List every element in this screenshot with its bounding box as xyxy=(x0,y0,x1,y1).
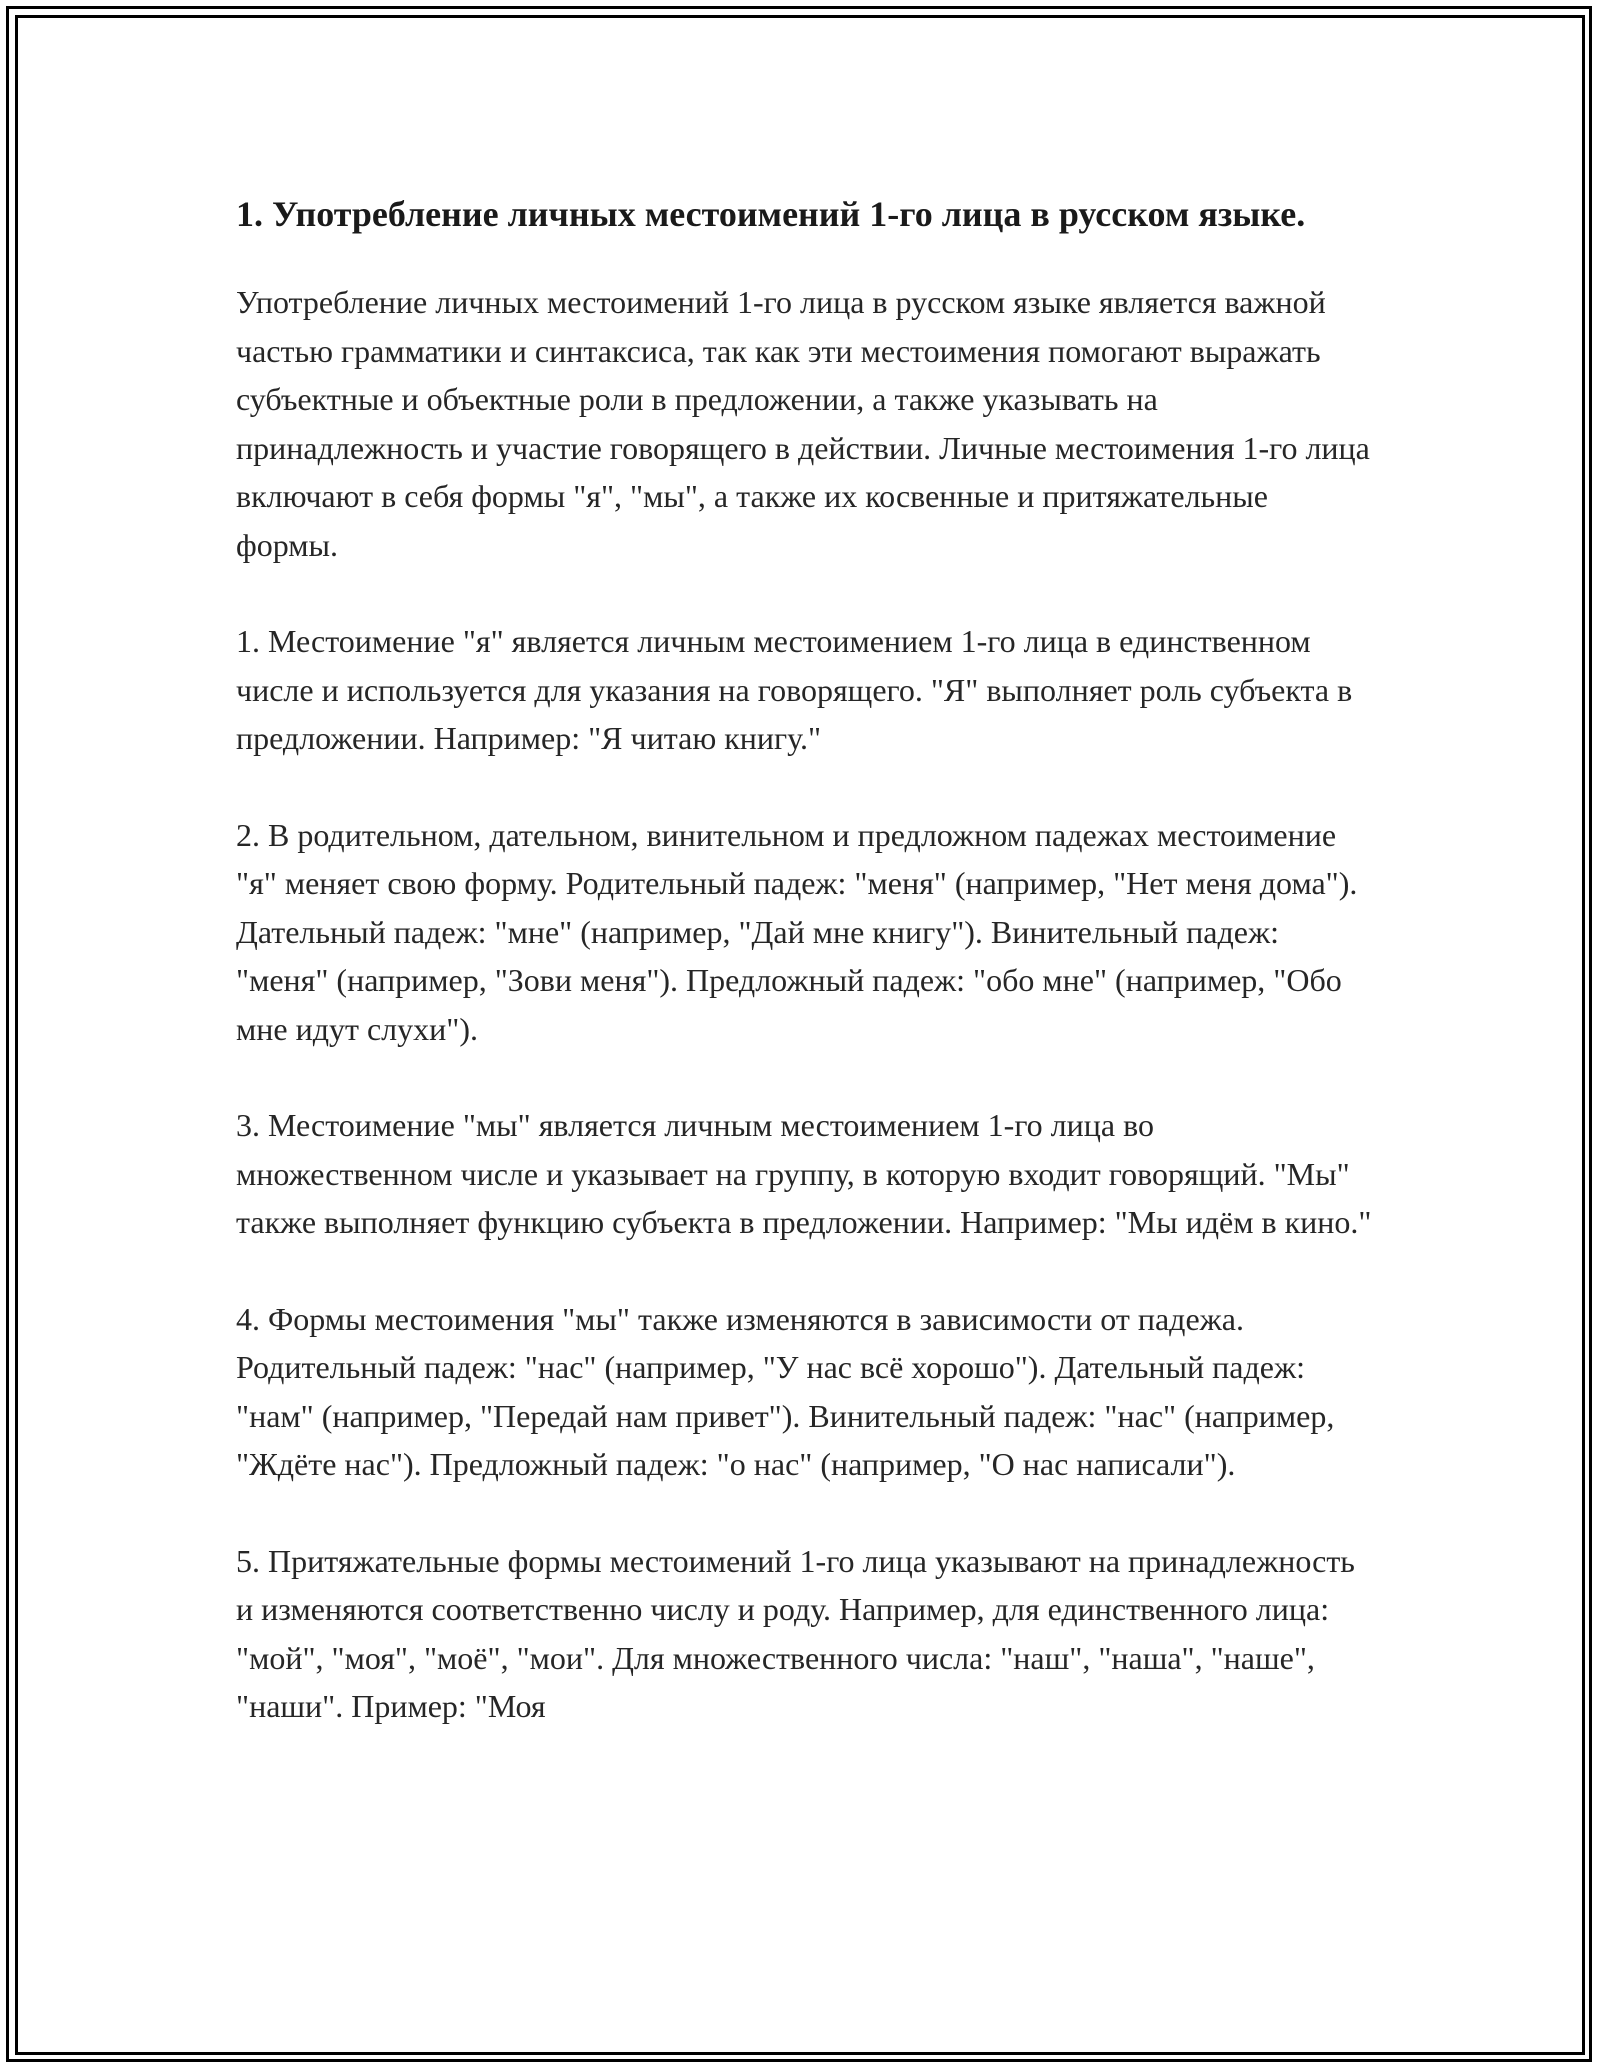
paragraph-item-2: 2. В родительном, дательном, винительном и предложном падежах местоимение "я" меняет свою форму. Родительный падеж: "меня" (например, "Нет меня дома"). Дательный падеж: "мне" (например, "Дай мне книгу"). Винительный падеж: "меня" (например, "Зови меня"). Предложный падеж: "обо мне" (например, "Обо мне идут слухи"). xyxy=(236,816,1358,1047)
paragraph-item-3: 3. Местоимение "мы" является личным местоимением 1-го лица во множественном числе и указывает на группу, в которую входит говорящий. "Мы" также выполняет функцию субъекта в предложении. Например: "Мы идём в кино." xyxy=(236,1107,1372,1240)
paragraph-item-1: 1. Местоимение "я" является личным местоимением 1-го лица в единственном числе и используется для указания на говорящего. "Я" выполняет роль субъекта в предложении. Например: "Я читаю книгу." xyxy=(236,623,1353,756)
paragraph-item-4: 4. Формы местоимения "мы" также изменяются в зависимости от падежа. Родительный падеж: "нас" (например, "У нас всё хорошо"). Дательный падеж: "нам" (например, "Передай нам привет"). Винительный падеж: "нас" (например, "Ждёте нас"). Предложный падеж: "о нас" (например, "О нас написали"). xyxy=(236,1300,1335,1482)
document-body xyxy=(236,186,1376,1731)
section-heading: 1. Употребление личных местоимений 1-го лица в русском языке. xyxy=(236,194,1306,234)
paragraph-item-5: 5. Притяжательные формы местоимений 1-го лица указывают на принадлежность и изменяются соответственно числу и роду. Например, для единственного лица: "мой", "моя", "моё", "мои". Для множественного числа: "наш", "наша", "наше", "наши". Пример: "Моя xyxy=(236,1542,1355,1724)
paragraph-intro: Употребление личных местоимений 1-го лица в русском языке является важной частью грамматики и синтаксиса, так как эти местоимения помогают выражать субъектные и объектные роли в предложении, а также указывать на принадлежность и участие говорящего в действии. Личные местоимения 1-го лица включают в себя формы "я", "мы", а также их косвенные и притяжательные формы. xyxy=(236,284,1370,563)
